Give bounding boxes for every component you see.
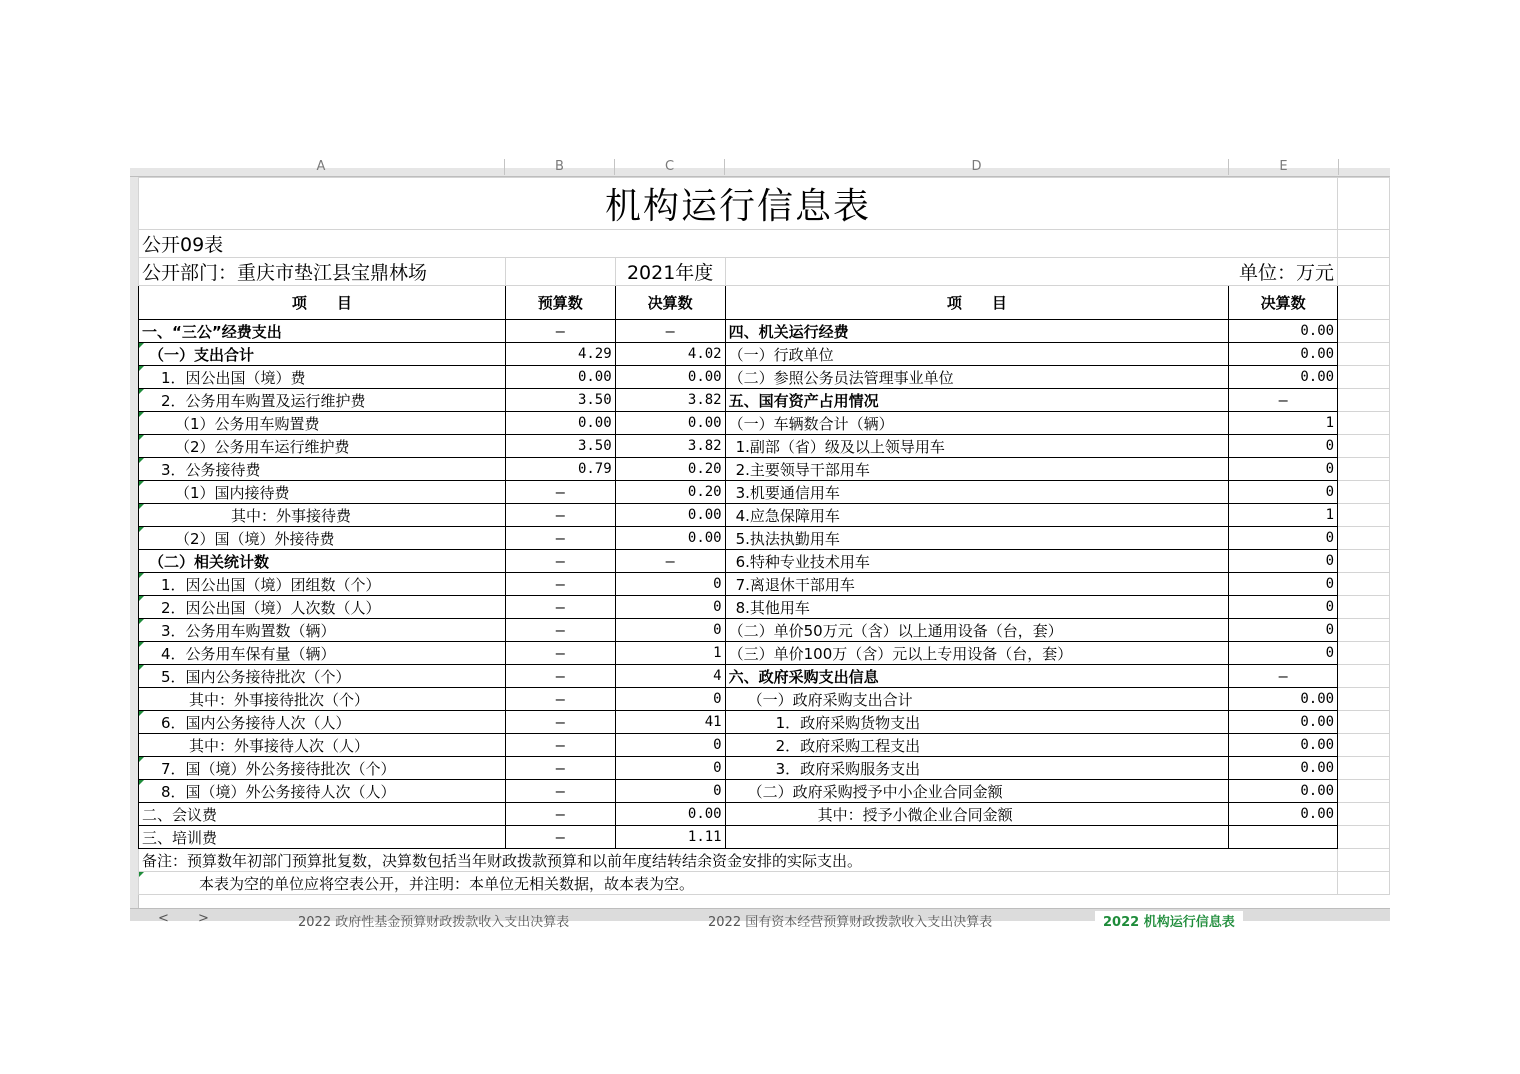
budget-value[interactable]: — <box>505 688 615 711</box>
cell[interactable] <box>1338 849 1390 872</box>
cell[interactable] <box>1338 527 1390 550</box>
item-right[interactable]: 1．政府采购货物支出 <box>725 711 1229 734</box>
comment-marker-icon <box>139 504 144 509</box>
budget-value[interactable]: — <box>505 481 615 504</box>
note-row <box>139 849 1390 872</box>
item-left[interactable]: 其中：外事接待批次（个） <box>139 688 506 711</box>
cell[interactable] <box>1338 389 1390 412</box>
budget-value[interactable]: — <box>505 757 615 780</box>
item-left[interactable]: 3．公务接待费 <box>139 458 506 481</box>
item-left[interactable]: 其中：外事接待费 <box>139 504 506 527</box>
final-value[interactable]: 0 <box>615 780 725 803</box>
cell[interactable] <box>1338 230 1390 258</box>
final-right-value[interactable]: 0 <box>1229 435 1338 458</box>
item-left[interactable]: 3．公务用车购置数（辆） <box>139 619 506 642</box>
item-right[interactable]: 五、国有资产占用情况 <box>725 389 1229 412</box>
table-row <box>139 688 1390 711</box>
table-row <box>139 550 1390 573</box>
table-row <box>139 527 1390 550</box>
tab-scroll-left-icon[interactable]: < <box>158 911 169 926</box>
budget-value[interactable]: — <box>505 504 615 527</box>
note-line-2[interactable]: 本表为空的单位应将空表公开，并注明：本单位无相关数据，故本表为空。 <box>139 872 1338 895</box>
cell[interactable] <box>1338 458 1390 481</box>
comment-marker-icon <box>139 780 144 785</box>
final-right-value[interactable] <box>1229 826 1338 849</box>
note-row <box>139 872 1390 895</box>
final-right-value[interactable]: 0 <box>1229 619 1338 642</box>
table-row <box>139 504 1390 527</box>
cell[interactable] <box>1338 872 1390 895</box>
final-right-value[interactable]: 0.00 <box>1229 757 1338 780</box>
comment-marker-icon <box>139 872 144 877</box>
comment-marker-icon <box>139 573 144 578</box>
final-right-value[interactable]: — <box>1229 389 1338 412</box>
budget-value[interactable]: 0.79 <box>505 458 615 481</box>
item-left[interactable]: 一、“三公”经费支出 <box>139 320 506 343</box>
comment-marker-icon <box>139 711 144 716</box>
budget-value[interactable]: 3.50 <box>505 435 615 458</box>
comment-marker-icon <box>139 435 144 440</box>
item-right[interactable]: 其中：授予小微企业合同金额 <box>725 803 1229 826</box>
item-right[interactable]: 4.应急保障用车 <box>725 504 1229 527</box>
item-left[interactable]: 其中：外事接待人次（人） <box>139 734 506 757</box>
cell[interactable] <box>1338 596 1390 619</box>
table-row <box>139 734 1390 757</box>
final-value[interactable]: 0 <box>615 573 725 596</box>
budget-value[interactable]: — <box>505 573 615 596</box>
cell[interactable] <box>1338 481 1390 504</box>
item-left[interactable]: 1．因公出国（境）团组数（个） <box>139 573 506 596</box>
budget-value[interactable]: — <box>505 596 615 619</box>
column-header-d[interactable]: D <box>725 159 1229 175</box>
item-right[interactable]: （二）参照公务员法管理事业单位 <box>725 366 1229 389</box>
item-right[interactable]: 7.离退休干部用车 <box>725 573 1229 596</box>
cell[interactable] <box>1338 780 1390 803</box>
header-final[interactable]: 决算数 <box>615 286 725 320</box>
final-right-value[interactable]: 1 <box>1229 504 1338 527</box>
table-row <box>139 826 1390 849</box>
final-value[interactable]: 0 <box>615 619 725 642</box>
table-row <box>139 780 1390 803</box>
comment-marker-icon <box>139 642 144 647</box>
budget-value[interactable]: 0.00 <box>505 366 615 389</box>
cell[interactable] <box>505 258 615 286</box>
table-row <box>139 757 1390 780</box>
final-value[interactable]: 0.00 <box>615 527 725 550</box>
final-value[interactable]: 3.82 <box>615 389 725 412</box>
table-row <box>139 573 1390 596</box>
final-right-value[interactable]: 0.00 <box>1229 343 1338 366</box>
final-value[interactable]: 0 <box>615 688 725 711</box>
comment-marker-icon <box>139 527 144 532</box>
header-final-right[interactable]: 决算数 <box>1229 286 1338 320</box>
budget-value[interactable]: 3.50 <box>505 389 615 412</box>
final-right-value[interactable]: 0.00 <box>1229 688 1338 711</box>
table-row <box>139 435 1390 458</box>
budget-value[interactable]: — <box>505 527 615 550</box>
cell[interactable] <box>1338 504 1390 527</box>
year-label[interactable]: 2021年度 <box>615 258 725 286</box>
item-left[interactable]: 2．因公出国（境）人次数（人） <box>139 596 506 619</box>
final-value[interactable]: 0.20 <box>615 481 725 504</box>
comment-marker-icon <box>139 412 144 417</box>
final-right-value[interactable]: 0 <box>1229 596 1338 619</box>
final-right-value[interactable]: 0.00 <box>1229 320 1338 343</box>
item-left[interactable]: 6．国内公务接待人次（人） <box>139 711 506 734</box>
item-left[interactable]: 2．公务用车购置及运行维护费 <box>139 389 506 412</box>
comment-marker-icon <box>139 596 144 601</box>
item-right[interactable]: （一）政府采购支出合计 <box>725 688 1229 711</box>
cell[interactable] <box>1338 826 1390 849</box>
note-line-1[interactable]: 备注：预算数年初部门预算批复数，决算数包括当年财政拨款预算和以前年度结转结余资金安排的实际支出。 <box>139 849 1338 872</box>
spreadsheet[interactable] <box>130 159 1390 918</box>
info-table <box>138 177 1390 895</box>
budget-value[interactable]: — <box>505 619 615 642</box>
item-right[interactable] <box>725 826 1229 849</box>
item-right[interactable]: （二）政府采购授予中小企业合同金额 <box>725 780 1229 803</box>
table-row <box>139 642 1390 665</box>
cell[interactable] <box>1338 734 1390 757</box>
table-row <box>139 412 1390 435</box>
budget-value[interactable]: — <box>505 642 615 665</box>
final-value[interactable]: 41 <box>615 711 725 734</box>
final-right-value[interactable]: 0 <box>1229 550 1338 573</box>
item-left[interactable]: 二、会议费 <box>139 803 506 826</box>
item-right[interactable]: （一）车辆数合计（辆） <box>725 412 1229 435</box>
final-right-value[interactable]: 0.00 <box>1229 803 1338 826</box>
table-code[interactable]: 公开09表 <box>139 230 1338 258</box>
cell[interactable] <box>1338 343 1390 366</box>
budget-value[interactable]: — <box>505 550 615 573</box>
final-value[interactable]: 3.82 <box>615 435 725 458</box>
item-right[interactable]: 六、政府采购支出信息 <box>725 665 1229 688</box>
cell[interactable] <box>1338 286 1390 320</box>
final-value[interactable]: 1 <box>615 642 725 665</box>
department-row <box>139 258 1390 286</box>
code-row <box>139 230 1390 258</box>
table-row <box>139 803 1390 826</box>
column-header-bar <box>130 159 1390 177</box>
budget-value[interactable]: — <box>505 665 615 688</box>
cell[interactable] <box>1338 642 1390 665</box>
table-row <box>139 389 1390 412</box>
item-right[interactable]: （三）单价100万（含）元以上专用设备（台，套） <box>725 642 1229 665</box>
title-row <box>139 178 1390 230</box>
column-header-c[interactable]: C <box>615 159 725 175</box>
item-right[interactable]: （一）行政单位 <box>725 343 1229 366</box>
final-value[interactable]: 0 <box>615 596 725 619</box>
sheet-tab[interactable]: 2022 政府性基金预算财政拨款收入支出决算表 <box>298 915 570 930</box>
table-row <box>139 619 1390 642</box>
cell[interactable] <box>1338 550 1390 573</box>
cell[interactable] <box>1338 178 1390 230</box>
final-value[interactable]: — <box>615 550 725 573</box>
page-title[interactable]: 机构运行信息表 <box>139 178 1338 230</box>
table-row <box>139 320 1390 343</box>
item-left[interactable]: 4．公务用车保有量（辆） <box>139 642 506 665</box>
table-row <box>139 665 1390 688</box>
table-row <box>139 711 1390 734</box>
final-value[interactable]: 0.00 <box>615 803 725 826</box>
final-right-value[interactable]: 0.00 <box>1229 366 1338 389</box>
header-item-left[interactable]: 项 目 <box>139 286 506 320</box>
item-left[interactable]: 三、培训费 <box>139 826 506 849</box>
final-value[interactable]: 0 <box>615 734 725 757</box>
table-row <box>139 343 1390 366</box>
item-left[interactable]: （二）相关统计数 <box>139 550 506 573</box>
department-label[interactable]: 公开部门：重庆市垫江县宝鼎林场 <box>139 258 506 286</box>
comment-marker-icon <box>139 619 144 624</box>
budget-value[interactable]: — <box>505 826 615 849</box>
unit-label[interactable]: 单位：万元 <box>725 258 1337 286</box>
item-left[interactable]: 8．国（境）外公务接待人次（人） <box>139 780 506 803</box>
tab-scroll-right-icon[interactable]: > <box>198 911 209 926</box>
final-right-value[interactable]: 0 <box>1229 481 1338 504</box>
final-value[interactable]: 0.00 <box>615 366 725 389</box>
budget-value[interactable]: — <box>505 711 615 734</box>
item-right[interactable]: （二）单价50万元（含）以上通用设备（台，套） <box>725 619 1229 642</box>
final-value[interactable]: — <box>615 320 725 343</box>
header-budget[interactable]: 预算数 <box>505 286 615 320</box>
column-header-a[interactable]: A <box>138 159 505 175</box>
final-right-value[interactable]: 0 <box>1229 642 1338 665</box>
item-right[interactable]: 2.主要领导干部用车 <box>725 458 1229 481</box>
final-value[interactable]: 0.00 <box>615 504 725 527</box>
cell[interactable] <box>1338 435 1390 458</box>
cell[interactable] <box>1338 573 1390 596</box>
budget-value[interactable]: — <box>505 780 615 803</box>
item-right[interactable]: 8.其他用车 <box>725 596 1229 619</box>
header-row <box>139 286 1390 320</box>
item-left[interactable]: 5．国内公务接待批次（个） <box>139 665 506 688</box>
item-right[interactable]: 1.副部（省）级及以上领导用车 <box>725 435 1229 458</box>
item-left[interactable]: 7．国（境）外公务接待批次（个） <box>139 757 506 780</box>
budget-value[interactable]: — <box>505 320 615 343</box>
item-left[interactable]: （一）支出合计 <box>139 343 506 366</box>
sheet-tab-bar <box>130 908 1390 930</box>
comment-marker-icon <box>139 757 144 762</box>
sheet-tab[interactable]: 2022 国有资本经营预算财政拨款收入支出决算表 <box>708 915 993 930</box>
comment-marker-icon <box>139 481 144 486</box>
cell[interactable] <box>1338 366 1390 389</box>
item-right[interactable]: 6.特种专业技术用车 <box>725 550 1229 573</box>
comment-marker-icon <box>139 458 144 463</box>
comment-marker-icon <box>139 366 144 371</box>
cell[interactable] <box>1338 803 1390 826</box>
item-right[interactable]: 3.机要通信用车 <box>725 481 1229 504</box>
final-right-value[interactable]: — <box>1229 665 1338 688</box>
cell[interactable] <box>1338 711 1390 734</box>
final-right-value[interactable]: 1 <box>1229 412 1338 435</box>
final-right-value[interactable]: 0.00 <box>1229 780 1338 803</box>
comment-marker-icon <box>139 389 144 394</box>
item-right[interactable]: 2．政府采购工程支出 <box>725 734 1229 757</box>
item-right[interactable]: 5.执法执勤用车 <box>725 527 1229 550</box>
column-header-b[interactable]: B <box>505 159 615 175</box>
budget-value[interactable]: — <box>505 734 615 757</box>
item-left[interactable]: （1）国内接待费 <box>139 481 506 504</box>
comment-marker-icon <box>139 665 144 670</box>
cell[interactable] <box>1338 665 1390 688</box>
final-right-value[interactable]: 0 <box>1229 458 1338 481</box>
table-row <box>139 458 1390 481</box>
table-row <box>139 481 1390 504</box>
final-value[interactable]: 4.02 <box>615 343 725 366</box>
item-left[interactable]: （2）公务用车运行维护费 <box>139 435 506 458</box>
cell[interactable] <box>1338 619 1390 642</box>
header-item-right[interactable]: 项 目 <box>725 286 1229 320</box>
final-right-value[interactable]: 0.00 <box>1229 711 1338 734</box>
final-right-value[interactable]: 0.00 <box>1229 734 1338 757</box>
budget-value[interactable]: — <box>505 803 615 826</box>
budget-value[interactable]: 0.00 <box>505 412 615 435</box>
item-left[interactable]: （2）国（境）外接待费 <box>139 527 506 550</box>
item-left[interactable]: （1）公务用车购置费 <box>139 412 506 435</box>
cell[interactable] <box>1338 320 1390 343</box>
budget-value[interactable]: 4.29 <box>505 343 615 366</box>
final-value[interactable]: 0 <box>615 757 725 780</box>
table-row <box>139 366 1390 389</box>
final-value[interactable]: 1.11 <box>615 826 725 849</box>
cell[interactable] <box>1338 258 1390 286</box>
final-value[interactable]: 0.20 <box>615 458 725 481</box>
column-header-e[interactable]: E <box>1229 159 1339 175</box>
cell[interactable] <box>1338 688 1390 711</box>
comment-marker-icon <box>139 343 144 348</box>
cell[interactable] <box>1338 412 1390 435</box>
final-value[interactable]: 4 <box>615 665 725 688</box>
sheet-tab-active[interactable]: 2022 机构运行信息表 <box>1095 911 1243 925</box>
final-value[interactable]: 0.00 <box>615 412 725 435</box>
table-row <box>139 596 1390 619</box>
final-right-value[interactable]: 0 <box>1229 573 1338 596</box>
cell[interactable] <box>1338 757 1390 780</box>
item-right[interactable]: 3．政府采购服务支出 <box>725 757 1229 780</box>
final-right-value[interactable]: 0 <box>1229 527 1338 550</box>
item-left[interactable]: 1．因公出国（境）费 <box>139 366 506 389</box>
item-right[interactable]: 四、机关运行经费 <box>725 320 1229 343</box>
